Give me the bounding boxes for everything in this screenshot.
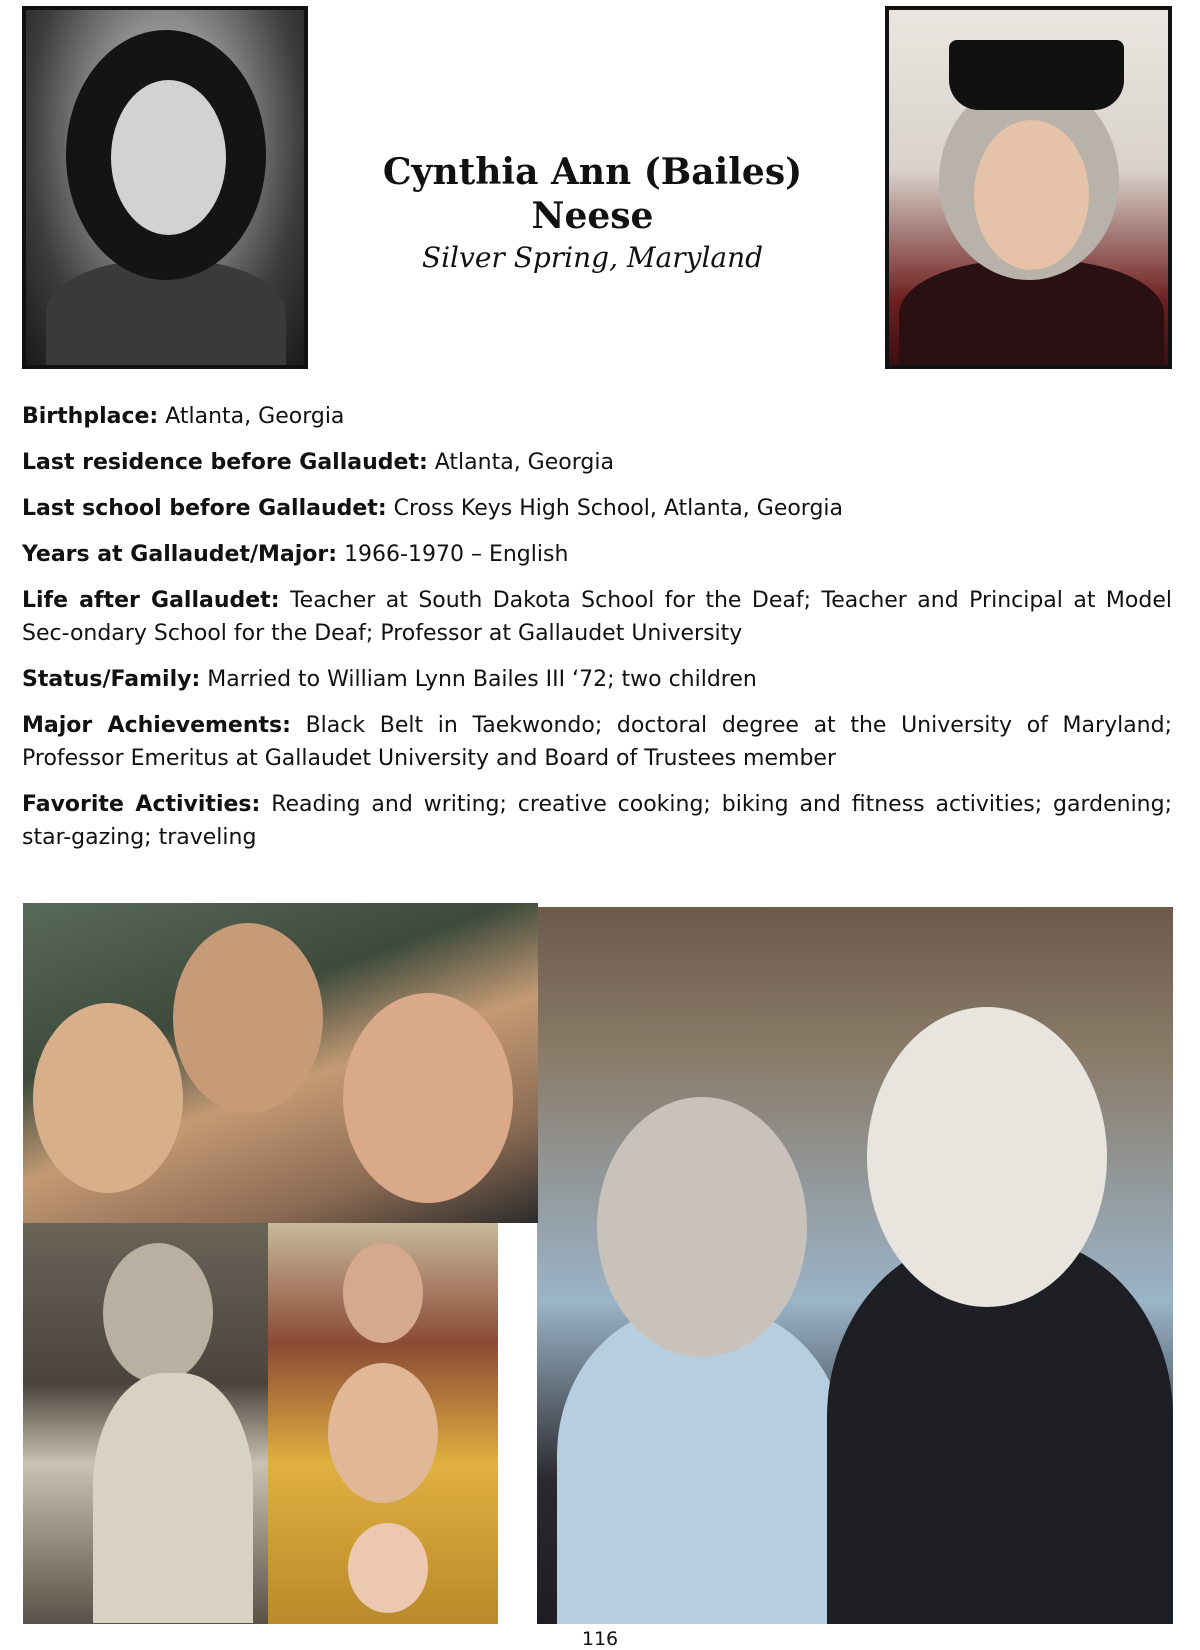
- photo-figure-head: [103, 1243, 213, 1383]
- fact-value: Atlanta, Georgia: [434, 450, 614, 475]
- fact-value: Married to William Lynn Bailes III ‘72; two children: [207, 667, 757, 692]
- photo-figure-left-head: [597, 1097, 807, 1357]
- fact-value: Atlanta, Georgia: [165, 404, 345, 429]
- fact-last-school: [22, 492, 1172, 525]
- fact-label: Last residence before Gallaudet:: [22, 450, 428, 475]
- portrait-figure-face: [111, 80, 226, 235]
- fact-label: Favorite Activities:: [22, 792, 261, 817]
- fact-label: Years at Gallaudet/Major:: [22, 542, 338, 567]
- photo-figure-head: [328, 1363, 438, 1503]
- fact-label: Birthplace:: [22, 404, 159, 429]
- fact-favorite-activities: [22, 788, 1172, 854]
- photo-figure-head: [343, 1243, 423, 1343]
- portrait-figure-face: [974, 120, 1089, 270]
- fact-value: Reading and writing; creative cooking; biking and fitness activities; gardening; star-gazing; traveling: [22, 792, 1173, 850]
- photo-figure-head: [33, 1003, 183, 1193]
- photo-figure-head: [343, 993, 513, 1203]
- person-location: Silver Spring, Maryland: [421, 241, 764, 274]
- fact-life-after: [22, 584, 1172, 650]
- yearbook-portrait-photo: [22, 6, 308, 369]
- fact-label: Status/Family:: [22, 667, 201, 692]
- fact-value: 1966-1970 – English: [344, 542, 569, 567]
- photo-figure-right-head: [867, 1007, 1107, 1307]
- couple-outdoor-photo: [537, 907, 1173, 1624]
- fact-label: Life after Gallaudet:: [22, 588, 280, 613]
- fact-years-major: [22, 538, 1172, 571]
- fact-value: Teacher at South Dakota School for the Deaf; Teacher and Principal at Model Sec-ondary School for the Deaf; Professor at Gallaudet University: [22, 588, 1172, 646]
- page-number: 116: [581, 1628, 619, 1650]
- fact-value: Black Belt in Taekwondo; doctoral degree at the University of Maryland; Professor Emeritus at Gallaudet University and Board of Trustees member: [22, 713, 1172, 771]
- vintage-family-photo: [268, 1223, 498, 1624]
- fact-birthplace: [22, 400, 1172, 433]
- photo-figure-head: [348, 1523, 428, 1613]
- vintage-mother-child-photo: [23, 1223, 268, 1624]
- photo-figure-head: [173, 923, 323, 1113]
- fact-last-residence: [22, 446, 1172, 479]
- fact-major-achievements: [22, 709, 1172, 775]
- person-name: Cynthia Ann (Bailes) Neese: [382, 151, 803, 237]
- family-selfie-photo: [23, 903, 538, 1223]
- fact-status-family: [22, 663, 1172, 696]
- recent-portrait-photo: [885, 6, 1172, 369]
- photo-figure-child: [93, 1373, 253, 1623]
- graduation-cap: [949, 40, 1124, 110]
- biography-facts: [22, 400, 1172, 867]
- fact-value: Cross Keys High School, Atlanta, Georgia: [393, 496, 844, 521]
- fact-label: Last school before Gallaudet:: [22, 496, 387, 521]
- fact-label: Major Achievements:: [22, 713, 291, 738]
